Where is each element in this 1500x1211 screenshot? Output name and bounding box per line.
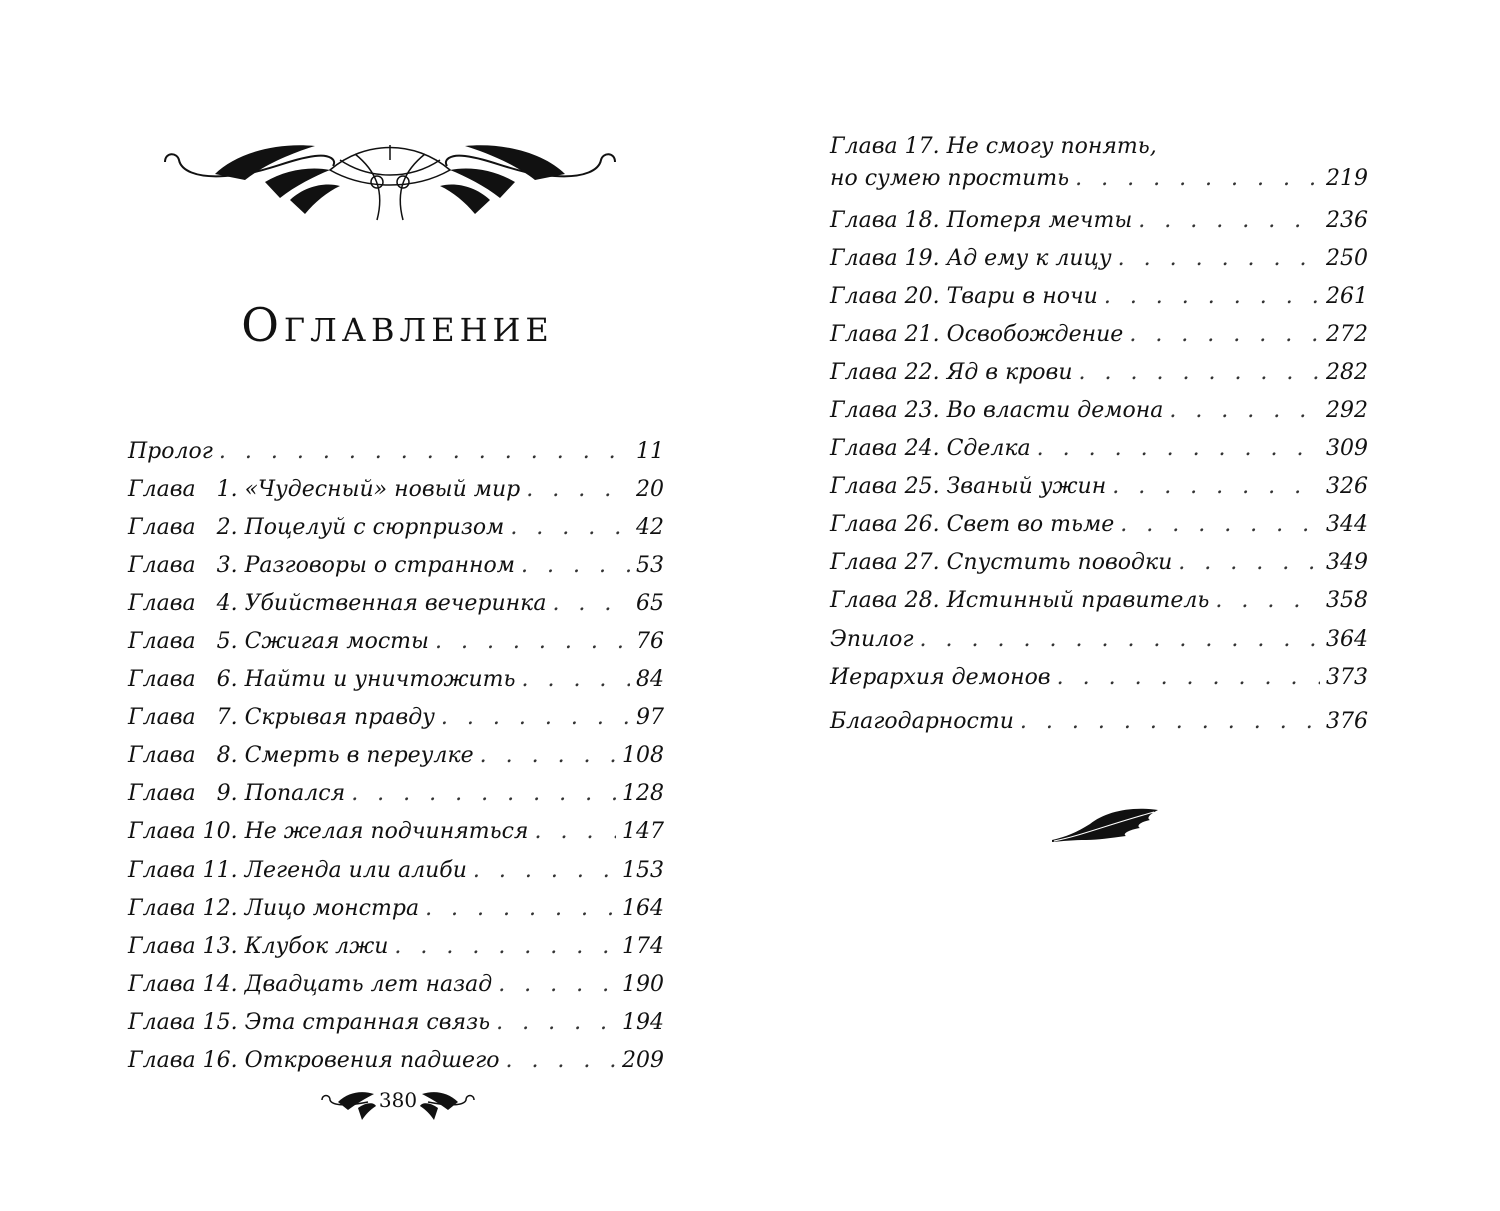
toc-entry[interactable] [128, 775, 664, 813]
toc-list-right [830, 126, 1368, 740]
toc-entry[interactable] [830, 277, 1368, 315]
toc-entry-page: 292 [1326, 398, 1368, 424]
toc-entry-label: Глава 24. Сделка [830, 436, 1031, 462]
toc-entry-label: Благодарности [830, 708, 1014, 734]
toc-entry[interactable] [128, 965, 664, 1003]
toc-entry-page: 194 [622, 1009, 664, 1035]
toc-entry-page: 97 [636, 705, 664, 731]
toc-entry-page: 174 [622, 933, 664, 959]
dot-leader [1079, 360, 1320, 385]
dot-leader [510, 515, 630, 540]
flourish-ornament-icon [155, 130, 625, 230]
toc-entry-page: 349 [1326, 550, 1368, 576]
toc-entry[interactable] [830, 126, 1368, 201]
toc-entry[interactable] [830, 544, 1368, 582]
dot-leader [1112, 474, 1320, 499]
toc-entry-page: 326 [1326, 474, 1368, 500]
toc-entry-label: Глава 23. Во власти демона [830, 398, 1164, 424]
toc-entry-page: 76 [636, 629, 664, 655]
dot-leader [505, 1048, 616, 1073]
toc-entry-page: 147 [622, 819, 664, 845]
toc-entry-page: 373 [1326, 664, 1368, 690]
folio [318, 1084, 478, 1124]
toc-entry-page: 108 [622, 743, 664, 769]
toc-entry-page: 376 [1326, 708, 1368, 734]
toc-entry[interactable] [128, 1003, 664, 1041]
toc-entry-label: Глава 11. Легенда или алиби [128, 857, 467, 883]
toc-entry-page: 20 [636, 476, 664, 502]
dot-leader [1104, 284, 1320, 309]
dot-leader [498, 972, 616, 997]
dot-leader [1118, 246, 1320, 271]
dot-leader [1178, 550, 1320, 575]
toc-entry-page: 42 [636, 514, 664, 540]
toc-entry[interactable] [830, 506, 1368, 544]
dot-leader [496, 1010, 616, 1035]
toc-entry-page: 128 [622, 781, 664, 807]
toc-entry-page: 358 [1326, 588, 1368, 614]
toc-entry-page: 153 [622, 857, 664, 883]
toc-entry-page: 309 [1326, 436, 1368, 462]
toc-entry[interactable] [128, 699, 664, 737]
toc-entry[interactable] [830, 430, 1368, 468]
toc-entry-label: Глава 3. Разговоры о странном [128, 552, 515, 578]
toc-entry[interactable] [830, 391, 1368, 429]
toc-entry[interactable] [128, 546, 664, 584]
toc-entry-page: 190 [622, 971, 664, 997]
dot-leader [552, 591, 630, 616]
dot-leader [394, 934, 616, 959]
toc-entry-label: Глава 5. Сжигая мосты [128, 629, 429, 655]
toc-entry[interactable] [128, 851, 664, 889]
dot-leader [441, 705, 630, 730]
toc-entry-label: Глава 9. Попался [128, 781, 346, 807]
toc-entry-label: Глава 10. Не желая подчиняться [128, 819, 529, 845]
dot-leader [521, 667, 630, 692]
dot-leader [1169, 398, 1320, 423]
toc-entry[interactable] [128, 813, 664, 851]
toc-entry-label: Эпилог [830, 626, 914, 652]
dot-leader [425, 896, 616, 921]
dot-leader [535, 819, 617, 844]
toc-entry-label: Глава 17. Не смогу понять, [830, 134, 1157, 159]
toc-entry-page: 282 [1326, 359, 1368, 385]
toc-entry-label: Глава 8. Смерть в переулке [128, 743, 474, 769]
dot-leader [351, 781, 616, 806]
toc-entry-page: 219 [1326, 166, 1368, 191]
dot-leader [1037, 436, 1320, 461]
toc-entry-label: Глава 1. «Чудесный» новый мир [128, 476, 521, 502]
toc-entry[interactable] [128, 622, 664, 660]
toc-entry[interactable] [830, 239, 1368, 277]
toc-entry[interactable] [830, 315, 1368, 353]
toc-entry-label-continued: но сумею простить [830, 166, 1070, 191]
toc-entry-page: 164 [622, 895, 664, 921]
dot-leader [480, 743, 616, 768]
page-title: Оглавление [241, 298, 554, 352]
toc-entry[interactable] [128, 661, 664, 699]
toc-entry-label: Глава 21. Освобождение [830, 321, 1124, 347]
dot-leader [521, 553, 630, 578]
dot-leader [920, 627, 1320, 652]
toc-entry-label: Глава 15. Эта странная связь [128, 1009, 491, 1035]
dot-leader [526, 477, 630, 502]
dot-leader [1057, 665, 1320, 690]
page-number: 380 [378, 1088, 418, 1112]
toc-entry-label: Глава 7. Скрывая правду [128, 705, 435, 731]
toc-entry[interactable] [830, 582, 1368, 620]
toc-entry[interactable] [128, 470, 664, 508]
toc-entry-label: Глава 13. Клубок лжи [128, 933, 389, 959]
toc-entry-page: 53 [636, 552, 664, 578]
toc-entry-label: Глава 27. Спустить поводки [830, 550, 1173, 576]
toc-entry-label: Глава 4. Убийственная вечеринка [128, 590, 547, 616]
toc-entry-page: 84 [636, 667, 664, 693]
toc-entry[interactable] [830, 620, 1368, 658]
right-page [750, 0, 1500, 1211]
toc-entry[interactable] [830, 468, 1368, 506]
toc-entry-label: Глава 12. Лицо монстра [128, 895, 420, 921]
toc-entry[interactable] [830, 658, 1368, 696]
toc-entry-page: 209 [622, 1048, 664, 1074]
toc-entry-label: Глава 16. Откровения падшего [128, 1048, 500, 1074]
dot-leader [219, 439, 630, 464]
dot-leader [1120, 512, 1320, 537]
toc-entry-label: Глава 28. Истинный правитель [830, 588, 1210, 614]
toc-entry-page: 364 [1326, 626, 1368, 652]
toc-entry-page: 65 [636, 590, 664, 616]
toc-entry-page: 236 [1326, 207, 1368, 233]
toc-entry[interactable] [128, 584, 664, 622]
toc-entry-page: 344 [1326, 512, 1368, 538]
toc-entry-label: Глава 25. Званый ужин [830, 474, 1107, 500]
toc-entry[interactable] [830, 702, 1368, 740]
toc-entry[interactable] [128, 508, 664, 546]
toc-entry-label: Глава 18. Потеря мечты [830, 207, 1133, 233]
dot-leader [1215, 588, 1320, 613]
toc-entry[interactable] [128, 927, 664, 965]
toc-entry-label: Иерархия демонов [830, 664, 1051, 690]
toc-entry-page: 272 [1326, 321, 1368, 347]
toc-entry-label: Глава 6. Найти и уничтожить [128, 667, 516, 693]
dot-leader [1129, 322, 1320, 347]
toc-entry[interactable] [128, 737, 664, 775]
toc-list-left [128, 432, 664, 1080]
toc-entry-page: 261 [1326, 283, 1368, 309]
toc-entry-page: 11 [636, 438, 664, 464]
toc-entry-label: Глава 20. Твари в ночи [830, 283, 1098, 309]
dot-leader [1020, 709, 1320, 734]
dot-leader [473, 858, 616, 883]
dot-leader [1075, 166, 1320, 191]
toc-entry-label: Глава 2. Поцелуй с сюрпризом [128, 514, 505, 540]
dot-leader [435, 629, 630, 654]
toc-entry[interactable] [830, 353, 1368, 391]
toc-entry[interactable] [128, 889, 664, 927]
toc-entry[interactable] [830, 201, 1368, 239]
toc-entry[interactable] [128, 1042, 664, 1080]
dot-leader [1138, 208, 1320, 233]
toc-entry-label: Пролог [128, 438, 213, 464]
feather-icon [1050, 800, 1160, 850]
toc-entry-label: Глава 22. Яд в крови [830, 359, 1073, 385]
toc-entry-label: Глава 14. Двадцать лет назад [128, 971, 493, 997]
toc-entry-page: 250 [1326, 245, 1368, 271]
toc-entry[interactable] [128, 432, 664, 470]
toc-entry-label: Глава 19. Ад ему к лицу [830, 245, 1112, 271]
toc-entry-label: Глава 26. Свет во тьме [830, 512, 1115, 538]
